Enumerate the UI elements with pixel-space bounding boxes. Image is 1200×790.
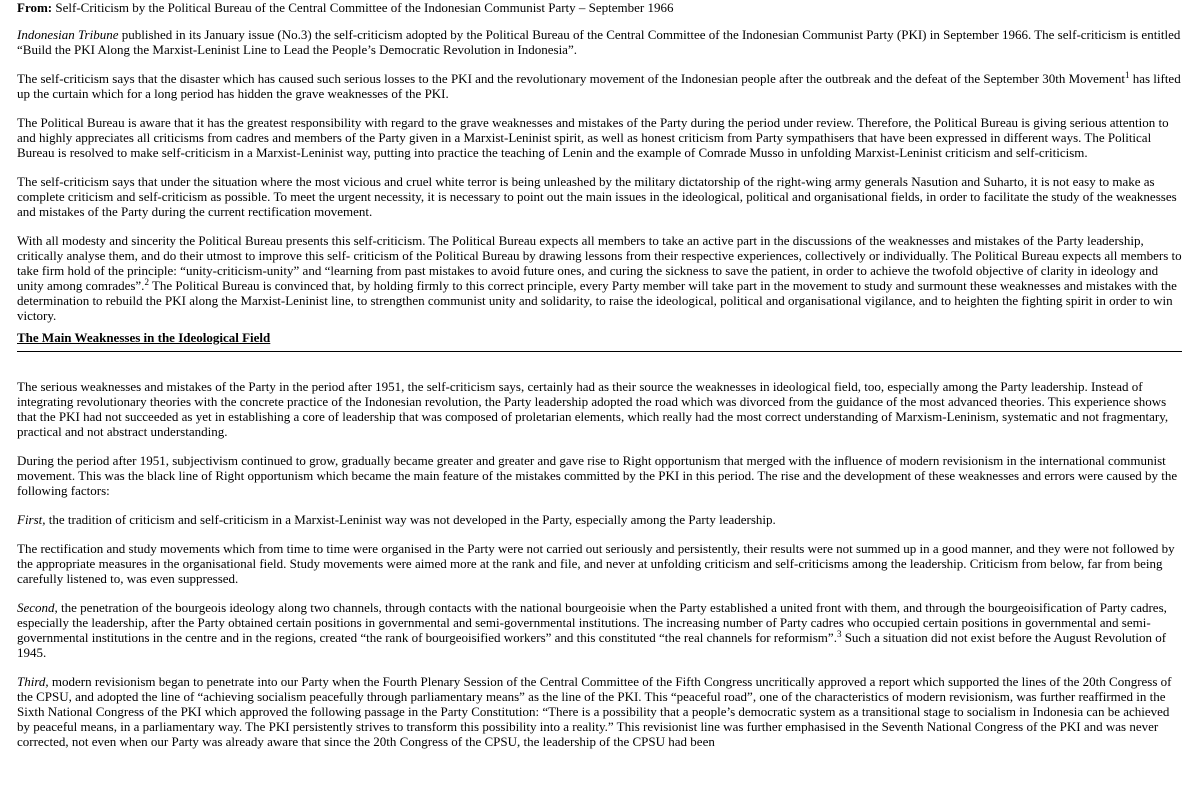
second-label: Second, — [17, 600, 58, 615]
section-paragraph-4: The rectification and study movements which from time to time were organised in the Party were not carried out seriously and persistently, their results were not summed up in a good manner, and they were not followed by the appropriate measures in the organisational field. Study movements were aimed more at the rank and file, and never at unfolding criticism and self-criticisms among the leadership. Criticism from below, far from being carefully listened to, was even suppressed. — [17, 541, 1175, 586]
intro-paragraph-2 — [17, 71, 1182, 101]
intro-paragraph-2-text-a: The self-criticism says that the disaster which has caused such serious losses to the PKI and the revolutionary movement of the Indonesian people after the outbreak and the defeat of the September 30th Movement — [17, 71, 1125, 86]
section-paragraph-2: During the period after 1951, subjectivism continued to grow, gradually became greater and greater and gave rise to Right opportunism that merged with the influence of modern revisionism in the international communist movement. This was the black line of Right opportunism which became the main feature of the mistakes committed by the PKI in this period. The rise and the development of these weaknesses and errors were caused by the following factors: — [17, 453, 1178, 498]
section-paragraph-6-text: modern revisionism began to penetrate into our Party when the Fourth Plenary Session of the Central Committee of the Fifth Congress uncritically approved a report which supported the lines of the 20th Congress of the CPSU, and adopted the line of “achieving socialism peacefully through parliamentary means” as the line of the PKI. This “peaceful road”, one of the characteristics of modern revisionism, was further reaffirmed in the Sixth National Congress of the PKI which approved the following passage in the Party Constitution: “There is a possibility that a people’s democratic system as a transitional stage to socialism in Indonesia can be achieved by peaceful means, in a parliamentary way. The PKI persistently strives to transform this possibility into a reality.” This revisionist line was further emphasised in the Seventh National Congress of the PKI and was never corrected, not even when our Party was already aware that since the 20th Congress of the CPSU, the leadership of the CPSU had been — [17, 674, 1172, 749]
section-heading: The Main Weaknesses in the Ideological Field — [17, 330, 271, 345]
section-paragraph-3-text: the tradition of criticism and self-criticism in a Marxist-Leninist way was not developed in the Party, especially among the Party leadership. — [45, 512, 776, 527]
footnote-ref-3[interactable]: 3 — [836, 629, 842, 639]
document-title: Self-Criticism by the Political Bureau of the Central Committee of the Indonesian Communist Party – September 1966 — [55, 0, 674, 15]
intro-paragraph-5-text-a: With all modesty and sincerity the Political Bureau presents this self-criticism. The Political Bureau expects all members to take an active part in the discussions of the weaknesses and mistakes of the Party leadership, critically analyse them, and do their utmost to improve this self- criticism of the Political Bureau by drawing lessons from their respective experiences, collectively or individually. The Political Bureau expects all members to take firm hold of the principle: “unity-criticism-unity” and “learning from past mistakes to avoid future ones, and curing the sickness to save the patient, in order to achieve the twofold objective of clarity in ideology and unity among comrades”. — [17, 233, 1182, 293]
section-paragraph-6 — [17, 674, 1182, 749]
intro-paragraph-1 — [17, 27, 1182, 57]
intro-paragraph-1-text: published in its January issue (No.3) the self-criticism adopted by the Political Bureau of the Central Committee of the Indonesian Communist Party (PKI) in September 1966. The self-criticism is entitled “Build the PKI Along the Marxist-Leninist Line to Lead the People’s Democratic Revolution in Indonesia”. — [17, 27, 1181, 57]
footnote-ref-2[interactable]: 2 — [144, 277, 149, 287]
section-divider-top — [17, 351, 1182, 352]
intro-paragraph-4: The self-criticism says that under the situation where the most vicious and cruel white terror is being unleashed by the military dictatorship of the right-wing army generals Nasution and Suharto, it is not easy to make as complete criticism and self-criticism as possible. To meet the urgent necessity, it is necessary to point out the main issues in the ideological, political and organisational fields, in order to facilitate the study of the weaknesses and mistakes of the Party during the current rectification movement. — [17, 174, 1177, 219]
intro-paragraph-2-text-b: has lifted up the curtain which for a long period has hidden the grave weaknesses of the PKI. — [17, 71, 1181, 101]
publication-name: Indonesian Tribune — [17, 27, 119, 42]
section-paragraph-5-text-a: the penetration of the bourgeois ideology along two channels, through contacts with the national bourgeoisie when the Party established a united front with them, and through the bourgeoisification of Party cadres, especially the leadership, after the Party obtained certain positions in governmental and semi-governmental institutions. The increasing number of Party cadres who occupied certain positions in governmental and semi-governmental institutions in the centre and in the regions, created “the rank of bourgeoisified workers” and this constituted “the real channels for reformism”. — [17, 600, 1167, 645]
section-paragraph-5-text-b: Such a situation did not exist before the August Revolution of 1945. — [17, 630, 1167, 660]
section-paragraph-1: The serious weaknesses and mistakes of the Party in the period after 1951, the self-criticism says, certainly had as their source the weaknesses in ideological field, too, especially among the Party leadership. Instead of integrating revolutionary theories with the concrete practice of the Indonesian revolution, the Party leadership adopted the road which was divorced from the guidance of the most advanced theories. This experience shows that the PKI had not succeeded as yet in establishing a core of leadership that was composed of proletarian elements, which really had the most correct understanding of Marxism-Leninism, systematic and not fragmentary, practical and not abstract understanding. — [17, 379, 1169, 439]
intro-paragraph-3: The Political Bureau is aware that it has the greatest responsibility with regard to the grave weaknesses and mistakes of the Party during the period under review. Therefore, the Political Bureau is giving serious attention to and highly appreciates all criticisms from cadres and members of the Party given in a Marxist-Leninist spirit, as well as honest criticism from Party sympathisers that have been expressed in different ways. The Political Bureau is resolved to make self-criticism in a Marxist-Leninist way, putting into practice the teaching of Lenin and the example of Comrade Musso in unfolding Marxist-Leninist criticism and self-criticism. — [17, 115, 1169, 160]
intro-paragraph-5 — [17, 233, 1182, 323]
section-paragraph-3 — [17, 512, 1182, 527]
section-paragraph-5 — [17, 600, 1182, 660]
first-label: First, — [17, 512, 46, 527]
document-header — [17, 0, 1182, 15]
section-heading-block — [17, 330, 1182, 345]
footnote-ref-1[interactable]: 1 — [1124, 70, 1130, 80]
from-label: From: — [17, 0, 53, 15]
intro-paragraph-5-text-b: The Political Bureau is convinced that, by holding firmly to this correct principle, every Party member will take part in the movement to study and surmount these weaknesses and mistakes with the determination to rebuild the PKI along the Marxist-Leninist line, to strengthen communist unity and solidarity, to raise the ideological, political and organisational vigilance, and to heighten the fighting spirit in order to win victory. — [17, 278, 1177, 323]
third-label: Third, — [17, 674, 49, 689]
